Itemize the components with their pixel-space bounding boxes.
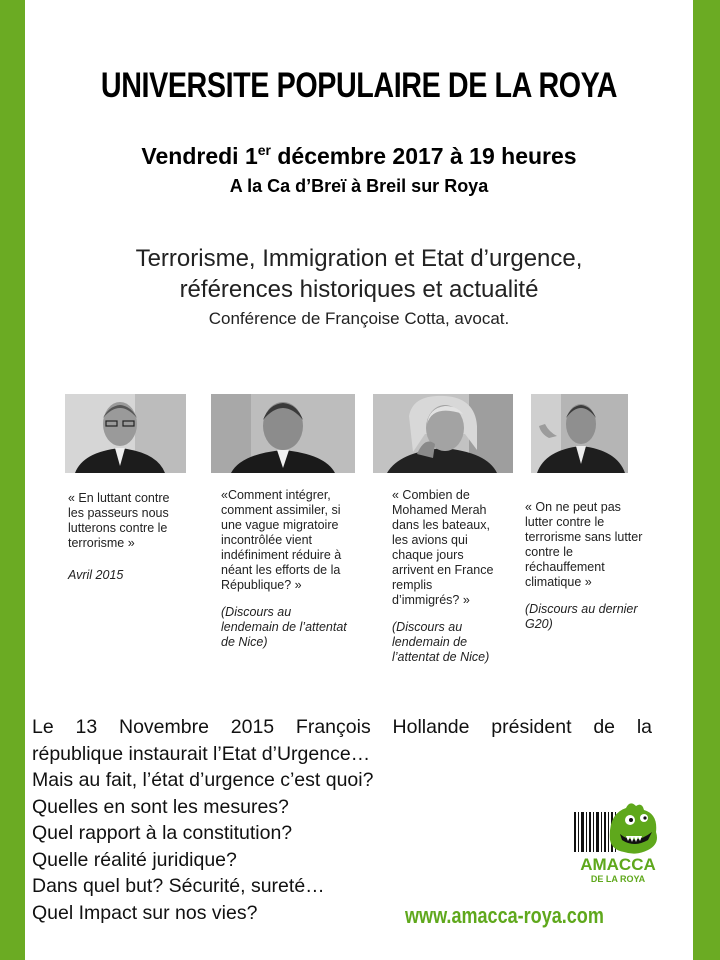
question-line: république instaurait l’Etat d’Urgence… — [32, 742, 371, 765]
quote-3-source — [392, 620, 512, 665]
source-line: lendemain de — [392, 635, 468, 649]
green-border-left — [0, 0, 25, 960]
quote-line: réchauffement — [525, 560, 605, 574]
quote-line: « On ne peut pas — [525, 500, 621, 514]
question-line: Le 13 Novembre 2015 François Hollande président de la — [32, 716, 652, 738]
quote-line: néant les efforts de la — [221, 563, 341, 577]
date-prefix: Vendredi 1 — [141, 143, 258, 169]
quote-line: lutter contre le — [525, 515, 605, 529]
portrait-photo-4 — [531, 394, 628, 473]
questions-block — [32, 714, 652, 926]
quote-line: indéfiniment réduire à — [221, 548, 342, 562]
source-line: lendemain de l’attentat — [221, 620, 347, 634]
quote-line: arrivent en France — [392, 563, 494, 577]
event-place: A la Ca d’Breï à Breil sur Roya — [229, 176, 489, 196]
quote-2 — [221, 488, 361, 650]
source-line: (Discours au — [392, 620, 463, 634]
question-line: Quel rapport à la constitution? — [32, 822, 293, 844]
quote-line: chaque jours — [392, 548, 464, 562]
quote-line: terrorisme sans lutter — [525, 530, 643, 544]
portrait-photo-3 — [373, 394, 513, 473]
event-title: UNIVERSITE POPULAIRE DE LA ROYA — [100, 66, 618, 105]
source-line: G20) — [525, 617, 553, 631]
quote-line: «Comment intégrer, — [221, 488, 331, 502]
quote-line: République? » — [221, 578, 302, 592]
topic-line-2: références historiques et actualité — [179, 276, 539, 303]
talk-speaker: Conférence de Françoise Cotta, avocat. — [208, 309, 510, 328]
quote-4 — [525, 500, 665, 632]
quote-line: remplis — [392, 578, 433, 592]
question-line: Quel Impact sur nos vies? — [32, 901, 258, 924]
barcode-icon — [574, 812, 616, 852]
quote-4-text — [525, 500, 665, 590]
source-line: (Discours au dernier — [525, 602, 638, 616]
source-line: de Nice) — [221, 635, 268, 649]
logo-text-main: AMACCA — [580, 855, 656, 874]
quote-2-text — [221, 488, 361, 593]
monster-icon — [610, 803, 657, 853]
quote-4-source — [525, 602, 665, 632]
source-line: (Discours au — [221, 605, 292, 619]
quote-line: terrorisme » — [68, 536, 135, 550]
portrait-photo-2 — [211, 394, 355, 473]
portrait-photo-1 — [65, 394, 186, 473]
event-date — [25, 142, 693, 170]
quote-line: incontrôlée vient — [221, 533, 313, 547]
quote-1 — [68, 491, 193, 583]
quote-line: une vague migratoire — [221, 518, 339, 532]
quote-line: les passeurs nous — [68, 506, 169, 520]
quote-line: climatique » — [525, 575, 592, 589]
amacca-logo — [568, 800, 668, 890]
question-line: Mais au fait, l’état d’urgence c’est quoi? — [32, 769, 374, 791]
quote-line: dans les bateaux, — [392, 518, 490, 532]
quote-line: lutterons contre le — [68, 521, 168, 535]
quote-3 — [392, 488, 512, 665]
quote-line: d’immigrés? » — [392, 593, 470, 607]
quote-line: « Combien de — [392, 488, 470, 502]
quote-line: comment assimiler, si — [221, 503, 341, 517]
talk-topic — [25, 243, 693, 305]
source-line: Avril 2015 — [68, 568, 124, 582]
quote-line: Mohamed Merah — [392, 503, 487, 517]
quote-1-source — [68, 568, 193, 583]
question-line: Quelle réalité juridique? — [32, 848, 237, 871]
date-suffix: décembre 2017 à 19 heures — [270, 143, 577, 169]
website-link[interactable]: www.amacca-roya.com — [405, 903, 604, 928]
logo-text-sub: DE LA ROYA — [590, 874, 646, 884]
source-line: l’attentat de Nice) — [392, 650, 490, 664]
quote-3-text — [392, 488, 512, 608]
date-ordinal: er — [257, 142, 271, 158]
question-line: Quelles en sont les mesures? — [32, 795, 289, 818]
quote-line: contre le — [525, 545, 573, 559]
quote-2-source — [221, 605, 361, 650]
green-border-right — [693, 0, 720, 960]
question-line: Dans quel but? Sécurité, sureté… — [32, 875, 325, 897]
topic-line-1: Terrorisme, Immigration et Etat d’urgence, — [135, 245, 583, 272]
quote-line: « En luttant contre — [68, 491, 170, 505]
quote-1-text — [68, 491, 193, 551]
quote-line: les avions qui — [392, 533, 468, 547]
